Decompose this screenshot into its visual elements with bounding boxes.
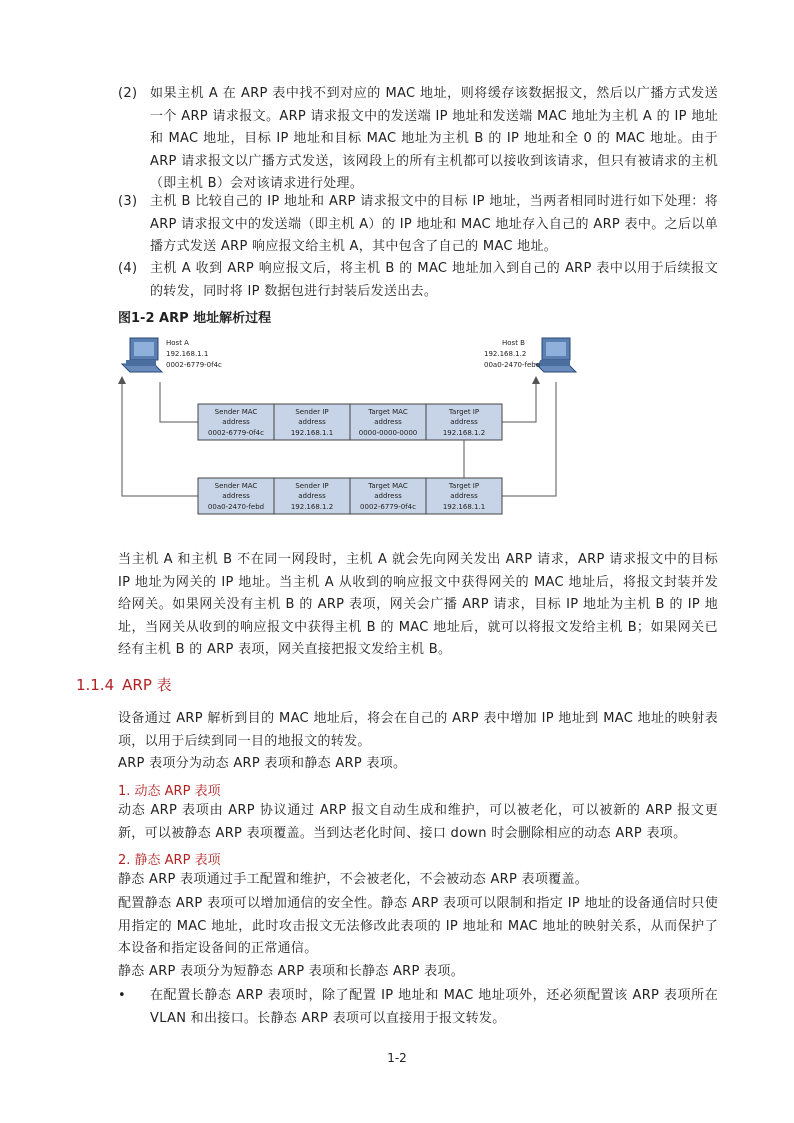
request-field-label: Sender MAC [214,408,258,416]
arrow-up-icon [118,376,126,384]
page-number: 1-2 [387,1051,407,1065]
step-text: 主机 B 比较自己的 IP 地址和 ARP 请求报文中的目标 IP 地址，当两者相同时进行如下处理：将 ARP 请求报文中的发送端（即主机 A）的 IP 地址和 MAC 地址存入自己的 ARP 表中。之后以单播方式发送 ARP 响应报文给主机 A，其中包含了自己的 MAC 地址。 [150,194,718,254]
host-b-mac: 00a0-2470-febd [484,361,541,369]
host-a-ip: 192.168.1.1 [166,350,209,358]
gateway-paragraph: 当主机 A 和主机 B 不在同一网段时，主机 A 就会先向网关发出 ARP 请求，ARP 请求报文中的目标 IP 地址为网关的 IP 地址。当主机 A 从收到的响应报文中获得网关的 MAC 地址后，将报文封装并发给网关。如果网关没有主机 B 的 ARP 表项，网关会广播 ARP 请求，目标 IP 地址为主机 B 的 IP 地址，当网关从收到的响应报文中获得主机 B 的 MAC 地址后，就可以将报文发给主机 B；如果网关已经有主机 B 的 ARP 表项，网关直接把报文发给主机 B。 [118,552,718,657]
host-a-mac: 0002-6779-0f4c [166,361,222,369]
host-b-computer-icon [536,338,576,372]
reply-field-value: 192.168.1.2 [290,503,334,511]
reply-field-value: 0002-6779-0f4c [360,503,416,511]
request-field-label: address [222,418,250,426]
reply-field-value: 192.168.1.1 [442,503,486,511]
dynamic-text: 动态 ARP 表项由 ARP 协议通过 ARP 报文自动生成和维护，可以被老化，可以被新的 ARP 报文更新，可以被静态 ARP 表项覆盖。当到达老化时间、接口 down 时会删除相应的动态 ARP 表项。 [118,803,718,841]
static-heading: 2. 静态 ARP 表项 [118,853,221,868]
step-text: 主机 A 收到 ARP 响应报文后，将主机 B 的 MAC 地址加入到自己的 ARP 表中以用于后续报文的转发，同时将 IP 数据包进行封装后发送出去。 [150,261,718,299]
arrow-up-icon [532,376,540,384]
request-field-label: address [298,418,326,426]
reply-field-label: Sender IP [295,482,329,490]
static-text-1: 静态 ARP 表项通过手工配置和维护，不会被老化，不会被动态 ARP 表项覆盖。 [118,872,589,887]
step-2 [118,83,718,196]
section-intro: 设备通过 ARP 解析到目的 MAC 地址后，将会在自己的 ARP 表中增加 IP 地址到 MAC 地址的映射表项，以用于后续到同一目的地报文的转发。 [118,711,718,749]
dynamic-heading: 1. 动态 ARP 表项 [118,784,221,799]
host-b-ip: 192.168.1.2 [484,350,527,358]
reply-field-value: 00a0-2470-febd [207,503,265,511]
reply-field-label: address [222,492,250,500]
request-field-value: 0002-6779-0f4c [208,429,264,437]
step-number: (4) [118,261,138,276]
section-title: ARP 表 [122,676,172,694]
request-field-label: address [374,418,402,426]
arp-diagram-svg [118,334,578,556]
request-connector-right [500,382,536,422]
reply-field-label: address [374,492,402,500]
request-field-value: 192.168.1.1 [290,429,334,437]
reply-field-label: address [450,492,478,500]
host-a-name: Host A [166,339,189,347]
section-heading [76,674,172,695]
figure-title: 图1-2 ARP 地址解析过程 [118,311,272,326]
request-connector-left [160,382,198,422]
step-4 [118,258,718,303]
reply-field-label: Sender MAC [214,482,258,490]
section-types: ARP 表项分为动态 ARP 表项和静态 ARP 表项。 [118,756,407,771]
bullet-text: 在配置长静态 ARP 表项时，除了配置 IP 地址和 MAC 地址项外，还必须配置该 ARP 表项所在 VLAN 和出接口。长静态 ARP 表项可以直接用于报文转发。 [150,988,718,1026]
static-text-3: 静态 ARP 表项分为短静态 ARP 表项和长静态 ARP 表项。 [118,964,464,979]
section-number: 1.1.4 [76,676,115,694]
request-field-label: Target IP [448,408,480,416]
request-field-label: Sender IP [295,408,329,416]
step-text: 如果主机 A 在 ARP 表中找不到对应的 MAC 地址，则将缓存该数据报文，然后以广播方式发送一个 ARP 请求报文。ARP 请求报文中的发送端 IP 地址和发送端 MAC 地址为主机 A 的 IP 地址和 MAC 地址，目标 IP 地址和目标 MAC 地址为主机 B 的 IP 地址和全 0 的 MAC 地址。由于 ARP 请求报文以广播方式发送，该网段上的所有主机都可以接收到该请求，但只有被请求的主机（即主机 B）会对该请求进行处理。 [150,86,718,191]
bullet-icon: • [118,988,126,1003]
request-packet [198,404,502,440]
request-field-label: Target MAC [368,408,408,416]
reply-field-label: address [298,492,326,500]
request-field-value: 0000-0000-0000 [358,429,418,437]
host-b-name: Host B [502,339,525,347]
step-number: (2) [118,86,138,101]
reply-packet [198,478,502,514]
static-text-2: 配置静态 ARP 表项可以增加通信的安全性。静态 ARP 表项可以限制和指定 IP 地址的设备通信时只使用指定的 MAC 地址，此时攻击报文无法修改此表项的 IP 地址和 MAC 地址的映射关系，从而保护了本设备和指定设备间的正常通信。 [118,896,718,956]
bullet-item [118,985,718,1030]
arp-diagram [118,334,578,556]
host-a-computer-icon [122,338,162,372]
reply-field-label: Target MAC [368,482,408,490]
step-3 [118,191,718,259]
step-number: (3) [118,194,138,209]
reply-field-label: Target IP [448,482,480,490]
reply-connector-right [500,382,556,496]
request-field-label: address [450,418,478,426]
request-field-value: 192.168.1.2 [442,429,486,437]
